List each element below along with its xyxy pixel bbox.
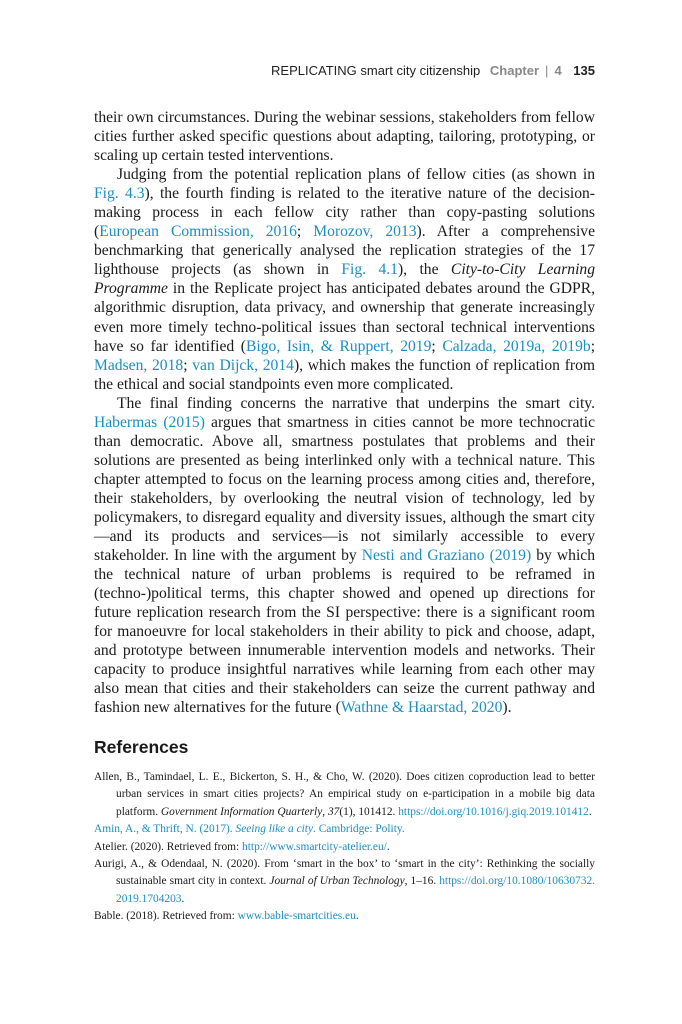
text-run: . [181,892,185,905]
doi-link[interactable]: https://doi.org/10.1080/10630732.2019.1704203 [116,875,595,905]
paragraph-2 [94,165,595,394]
doi-link[interactable]: https://doi.org/10.1016/j.giq.2019.101412 [398,805,589,818]
text-run: ; [431,337,443,355]
paragraph-3 [94,394,595,718]
text-run: . [588,805,592,818]
reference-item-aurigi [94,856,595,908]
text-run: , 1–16. [404,875,440,888]
reference-item-amin[interactable] [94,821,595,838]
volume-number: 37 [327,805,340,818]
page-number: 135 [573,63,595,78]
journal-title: Journal of Urban Technology [269,875,405,888]
text-run: Aurigi, A., & Odendaal, N. (2020). From ‘smart in the box’ to ‘smart in the city’: Rethinking the socially sustainable smart city in context. [94,858,595,888]
references-heading: References [94,737,189,757]
running-header [271,63,595,78]
text-run: Judging from the potential replication plans of fellow cities (as shown in [117,166,595,184]
text-run: ), the [397,261,451,279]
header-separator: | [545,63,549,78]
reference-item-atelier [94,839,595,856]
text-run: , [322,805,328,818]
body-text [94,108,595,718]
text-run: Amin, A., & Thrift, N. (2017). [94,823,236,836]
text-run: Bable. (2018). Retrieved from: [94,910,238,923]
text-run: ). [502,699,512,717]
web-link[interactable]: http://www.smartcity-atelier.eu/ [242,840,387,853]
programme-name: City-to-City Learning Programme [94,261,595,298]
citation-link-madsen[interactable]: Madsen, 2018 [94,356,184,374]
chapter-number: 4 [554,63,562,78]
text-run: ; [590,337,596,355]
text-run: by which the technical nature of urban problems is required to be reframed in (techno-)political terms, this chapter showed and opened up directions for future replication research from the SI perspective: there is a significant room for manoeuvre for local stakeholders in their ability to pick and choose, adapt, and prototype between innumerable intervention models and networks. Their capacity to produce insightful narratives while learning from each other may also mean that cities and their stakeholders can seize the current pathway and fashion new alternatives for the future ( [94,547,596,717]
citation-link-bigo[interactable]: Bigo, Isin, & Ruppert, 2019 [246,337,432,355]
text-run: (1), 101412. [339,805,399,818]
citation-link-nesti-graziano[interactable]: Nesti and Graziano (2019) [361,547,532,565]
paragraph-1: their own circumstances. During the webinar sessions, stakeholders from fellow cities further asked specific questions about adapting, tailoring, prototyping, or scaling up certain tested interventions. [94,109,595,165]
reference-item-allen [94,769,595,821]
text-run: ), which makes the function of replication from the ethical and social standpoints even more complicated. [94,356,596,393]
text-run: Allen, B., Tamindael, L. E., Bickerton, S. H., & Cho, W. (2020). Does citizen coproduction lead to better urban services in smart cities projects? An empirical study on e-participation in a mobile big data platform. [94,771,595,818]
text-run: in the Replicate project has anticipated debates around the GDPR, algorithmic disruption, data privacy, and ownership that generate increasingly even more timely techno-political issues than sectoral technical interventions have so far identified ( [94,280,595,355]
citation-link-wathne-haarstad[interactable]: Wathne & Haarstad, 2020 [340,699,503,717]
citation-link-european-commission[interactable]: European Commission, 2016 [99,223,297,241]
running-title: REPLICATING smart city citizenship [271,63,481,78]
text-run: ; [183,356,193,374]
reference-item-bable [94,908,595,925]
text-run: . [386,840,390,853]
text-run: argues that smartness in cities cannot be more technocratic than democratic. Above all, smartness postulates that problems and their solutions are presented as being interlinked only with a technical nature. This chapter attempted to focus on the learning process among cities and, therefore, their stakeholders, by overlooking the neutral vision of technology, led by policymakers, to disregard equality and diversity issues, although the smart city—and its products and services—is not similarly accessible to every stakeholder. In line with the argument by [94,413,595,565]
web-link[interactable]: www.bable-smartcities.eu [237,910,356,923]
text-run: The final finding concerns the narrative that underpins the smart city. [117,394,595,412]
reference-list [94,769,595,926]
figure-link-4-3[interactable]: Fig. 4.3 [94,185,145,203]
citation-link-calzada[interactable]: Calzada, 2019a, 2019b [442,337,591,355]
text-run: Atelier. (2020). Retrieved from: [94,840,243,853]
text-run: ). After a comprehensive benchmarking that generically analysed the replication strategies of the 17 lighthouse projects (as shown in [94,223,596,279]
citation-link-van-dijck[interactable]: van Dijck, 2014 [192,356,294,374]
journal-title: Government Information Quarterly [160,805,323,818]
book-title: Seeing like a city [235,823,314,836]
chapter-label: Chapter [489,63,540,78]
figure-link-4-1[interactable]: Fig. 4.1 [341,261,398,279]
text-run: . Cambridge: Polity. [313,823,405,836]
text-run: ), the fourth finding is related to the iterative nature of the decision-making process in each fellow city rather than copy-pasting solutions ( [94,185,596,241]
text-run: . [355,910,359,923]
citation-link-morozov[interactable]: Morozov, 2013 [313,223,417,241]
text-run: ; [296,223,314,241]
citation-link-habermas[interactable]: Habermas (2015) [94,413,205,431]
